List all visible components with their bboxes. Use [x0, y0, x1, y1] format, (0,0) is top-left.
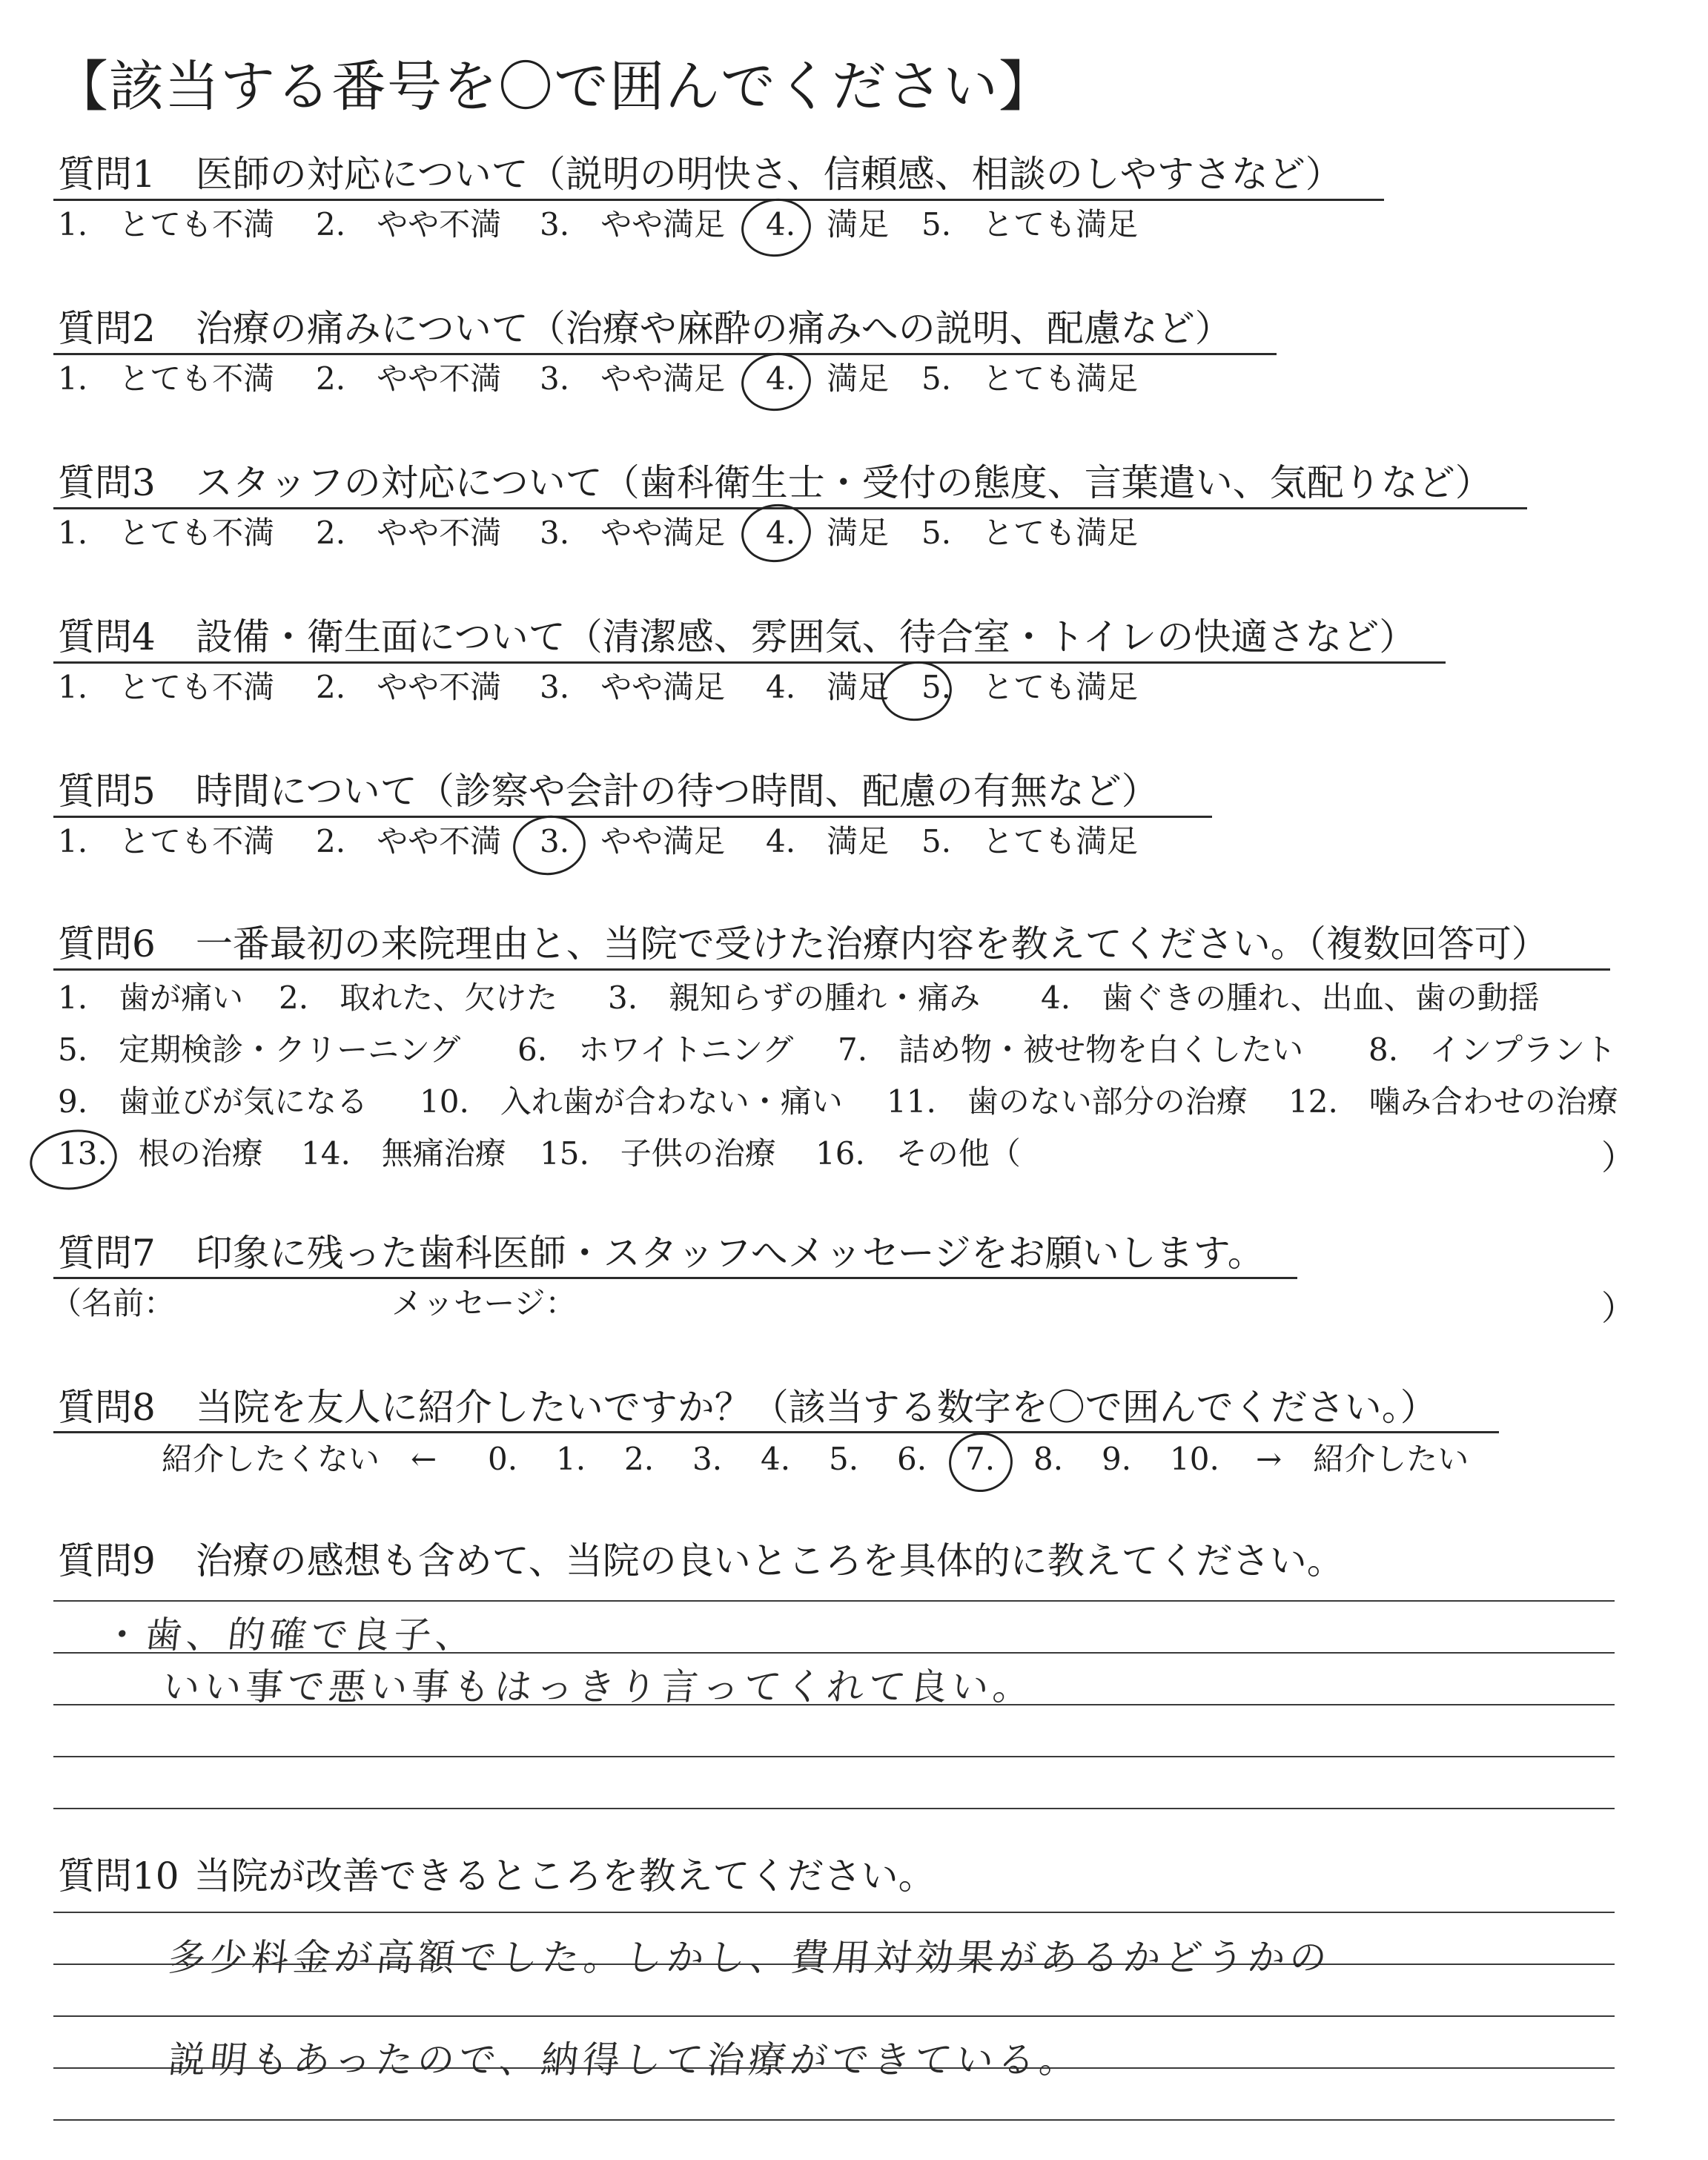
- q10-title-row: [58, 1854, 936, 1898]
- q5-option-3[interactable]: 3. やや満足: [540, 823, 726, 859]
- q7-title-row: [58, 1231, 1265, 1275]
- q6-option-1[interactable]: 1. 歯が痛い: [58, 980, 244, 1016]
- q8-right-label: → 紹介したい: [1256, 1441, 1469, 1477]
- q8-scale-1[interactable]: 1.: [556, 1441, 586, 1477]
- q8-title: 当院を友人に紹介したいですか？（該当する数字を〇で囲んでください。）: [195, 1386, 1437, 1429]
- q9-answer-line-1: ・歯、的確で良子、: [101, 1614, 480, 1657]
- q9-title: 治療の感想も含めて、当院の良いところを具体的に教えてください。: [195, 1539, 1344, 1582]
- q3-option-4[interactable]: 4. 満足: [766, 515, 890, 551]
- q9-writing-line-5: [53, 1808, 1615, 1809]
- q9-title-row: [58, 1539, 1344, 1583]
- q2-underline: [53, 353, 1277, 355]
- q6-option-15[interactable]: 15. 子供の治療: [540, 1135, 776, 1172]
- q7-name-label: （名前：: [50, 1285, 176, 1321]
- q6-option-12[interactable]: 12. 噛み合わせの治療: [1288, 1083, 1618, 1120]
- q2-option-3[interactable]: 3. やや満足: [540, 360, 726, 397]
- q7-underline: [53, 1277, 1297, 1279]
- q6-underline: [53, 968, 1610, 971]
- q6-option-8[interactable]: 8. インプラント: [1368, 1031, 1617, 1068]
- q4-title: 設備・衛生面について（清潔感、雰囲気、待合室・トイレの快適さなど）: [195, 615, 1417, 658]
- q6-number: 質問6: [58, 922, 156, 965]
- q6-option-5[interactable]: 5. 定期検診・クリーニング: [58, 1031, 461, 1068]
- q6-title-row: [58, 922, 1549, 966]
- q6-row-1: [58, 977, 1615, 1022]
- q6-option-7[interactable]: 7. 詰め物・被せ物を白くしたい: [838, 1031, 1304, 1068]
- q5-option-5[interactable]: 5. とても満足: [921, 823, 1139, 859]
- q8-number: 質問8: [58, 1386, 156, 1429]
- q1-number: 質問1: [58, 153, 156, 196]
- q2-title-row: [58, 306, 1232, 351]
- q5-number: 質問5: [58, 770, 156, 813]
- q6-option-10[interactable]: 10. 入れ歯が合わない・痛い: [420, 1083, 843, 1120]
- q4-number: 質問4: [58, 615, 156, 658]
- q5-title-row: [58, 769, 1159, 813]
- q10-writing-line-3: [53, 2015, 1615, 2017]
- q4-underline: [53, 661, 1446, 664]
- q8-title-row: [58, 1385, 1437, 1430]
- q1-underline: [53, 199, 1384, 201]
- q4-title-row: [58, 615, 1416, 659]
- q1-option-1[interactable]: 1. とても不満: [58, 206, 275, 242]
- q6-option-11[interactable]: 11. 歯のない部分の治療: [887, 1083, 1248, 1120]
- q5-title: 時間について（診察や会計の待つ時間、配慮の有無など）: [195, 770, 1159, 813]
- q8-scale-0[interactable]: 0.: [488, 1441, 518, 1477]
- q4-option-2[interactable]: 2. やや不満: [316, 669, 502, 705]
- q6-option-16[interactable]: 16. その他（: [815, 1135, 1021, 1172]
- q4-option-5[interactable]: 5. とても満足: [921, 669, 1139, 705]
- q8-scale-9[interactable]: 9.: [1102, 1441, 1132, 1477]
- q8-scale-row: [162, 1439, 1496, 1483]
- q6-other-close-paren: ）: [1601, 1137, 1635, 1178]
- q7-close-paren: ）: [1601, 1288, 1635, 1328]
- q7-message-label: メッセージ：: [391, 1285, 577, 1321]
- q5-options: [58, 821, 1244, 865]
- q6-option-14[interactable]: 14. 無痛治療: [301, 1135, 506, 1172]
- q2-options: [58, 358, 1244, 403]
- q9-number: 質問9: [58, 1539, 156, 1582]
- q1-option-2[interactable]: 2. やや不満: [316, 206, 502, 242]
- q4-option-4[interactable]: 4. 満足: [766, 669, 890, 705]
- q4-option-3[interactable]: 3. やや満足: [540, 669, 726, 705]
- q8-scale-8[interactable]: 8.: [1033, 1441, 1064, 1477]
- q1-option-4[interactable]: 4. 満足: [766, 206, 890, 242]
- q2-option-5[interactable]: 5. とても満足: [921, 360, 1139, 397]
- q4-option-1[interactable]: 1. とても不満: [58, 669, 275, 705]
- q9-writing-line-4: [53, 1756, 1615, 1757]
- q2-number: 質問2: [58, 307, 156, 350]
- q3-number: 質問3: [58, 461, 156, 504]
- q3-option-2[interactable]: 2. やや不満: [316, 515, 502, 551]
- q5-underline: [53, 816, 1212, 818]
- q6-option-6[interactable]: 6. ホワイトニング: [517, 1031, 794, 1068]
- q5-option-1[interactable]: 1. とても不満: [58, 823, 275, 859]
- q9-answer-line-2: いい事で悪い事もはっきり言ってくれて良い。: [160, 1665, 1037, 1708]
- q1-option-3[interactable]: 3. やや満足: [540, 206, 726, 242]
- q1-title-row: [58, 152, 1343, 196]
- q2-option-4[interactable]: 4. 満足: [766, 360, 890, 397]
- q2-title: 治療の痛みについて（治療や麻酔の痛みへの説明、配慮など）: [195, 307, 1232, 350]
- q10-answer-line-1: 多少料金が高額でした。しかし、費用対効果があるかどうかの: [166, 1936, 1334, 1979]
- q3-option-5[interactable]: 5. とても満足: [921, 515, 1139, 551]
- q7-title: 印象に残った歯科医師・スタッフへメッセージをお願いします。: [195, 1232, 1265, 1275]
- q7-number: 質問7: [58, 1232, 156, 1275]
- q10-writing-line-5: [53, 2119, 1615, 2121]
- q10-writing-line-1: [53, 1912, 1615, 1913]
- q4-options: [58, 667, 1244, 711]
- q3-option-1[interactable]: 1. とても不満: [58, 515, 275, 551]
- q2-option-1[interactable]: 1. とても不満: [58, 360, 275, 397]
- q6-option-3[interactable]: 3. 親知らずの腫れ・痛み: [608, 980, 981, 1016]
- q3-option-3[interactable]: 3. やや満足: [540, 515, 726, 551]
- q9-writing-line-1: [53, 1600, 1615, 1602]
- q3-title-row: [58, 460, 1492, 505]
- q8-underline: [53, 1431, 1499, 1433]
- form-header: 【該当する番号を〇で囲んでください】: [53, 55, 1054, 119]
- q10-answer-line-2: 説明もあったので、納得して治療ができている。: [166, 2038, 1084, 2081]
- q3-options: [58, 512, 1244, 557]
- q6-row-3: [58, 1081, 1618, 1126]
- q6-row-2: [58, 1029, 1615, 1074]
- q6-row-4: [58, 1133, 1615, 1178]
- q1-title: 医師の対応について（説明の明快さ、信頼感、相談のしやすさなど）: [195, 153, 1343, 196]
- q6-option-13[interactable]: 13. 根の治療: [58, 1135, 263, 1172]
- q6-option-2[interactable]: 2. 取れた、欠けた: [279, 980, 558, 1016]
- q8-scale-10[interactable]: 10.: [1170, 1441, 1219, 1477]
- q8-scale-2[interactable]: 2.: [624, 1441, 655, 1477]
- q6-option-4[interactable]: 4. 歯ぐきの腫れ、出血、歯の動揺: [1041, 980, 1540, 1016]
- q10-number: 質問10: [58, 1855, 179, 1898]
- q8-scale-3[interactable]: 3.: [692, 1441, 723, 1477]
- q8-left-label: 紹介したくない ←: [162, 1441, 437, 1477]
- q8-scale-6[interactable]: 6.: [897, 1441, 927, 1477]
- q5-option-4[interactable]: 4. 満足: [766, 823, 890, 859]
- q1-option-5[interactable]: 5. とても満足: [921, 206, 1139, 242]
- q5-option-2[interactable]: 2. やや不満: [316, 823, 502, 859]
- q6-option-9[interactable]: 9. 歯並びが気になる: [58, 1083, 368, 1120]
- q6-title: 一番最初の来院理由と、当院で受けた治療内容を教えてください。（複数回答可）: [195, 922, 1549, 965]
- q2-option-2[interactable]: 2. やや不満: [316, 360, 502, 397]
- q8-scale-4[interactable]: 4.: [761, 1441, 791, 1477]
- q10-title: 当院が改善できるところを教えてください。: [193, 1855, 936, 1898]
- q3-title: スタッフの対応について（歯科衛生士・受付の態度、言葉遣い、気配りなど）: [195, 461, 1492, 504]
- q8-scale-5[interactable]: 5.: [829, 1441, 859, 1477]
- q1-options: [58, 204, 1244, 248]
- q8-scale-7[interactable]: 7.: [965, 1441, 996, 1477]
